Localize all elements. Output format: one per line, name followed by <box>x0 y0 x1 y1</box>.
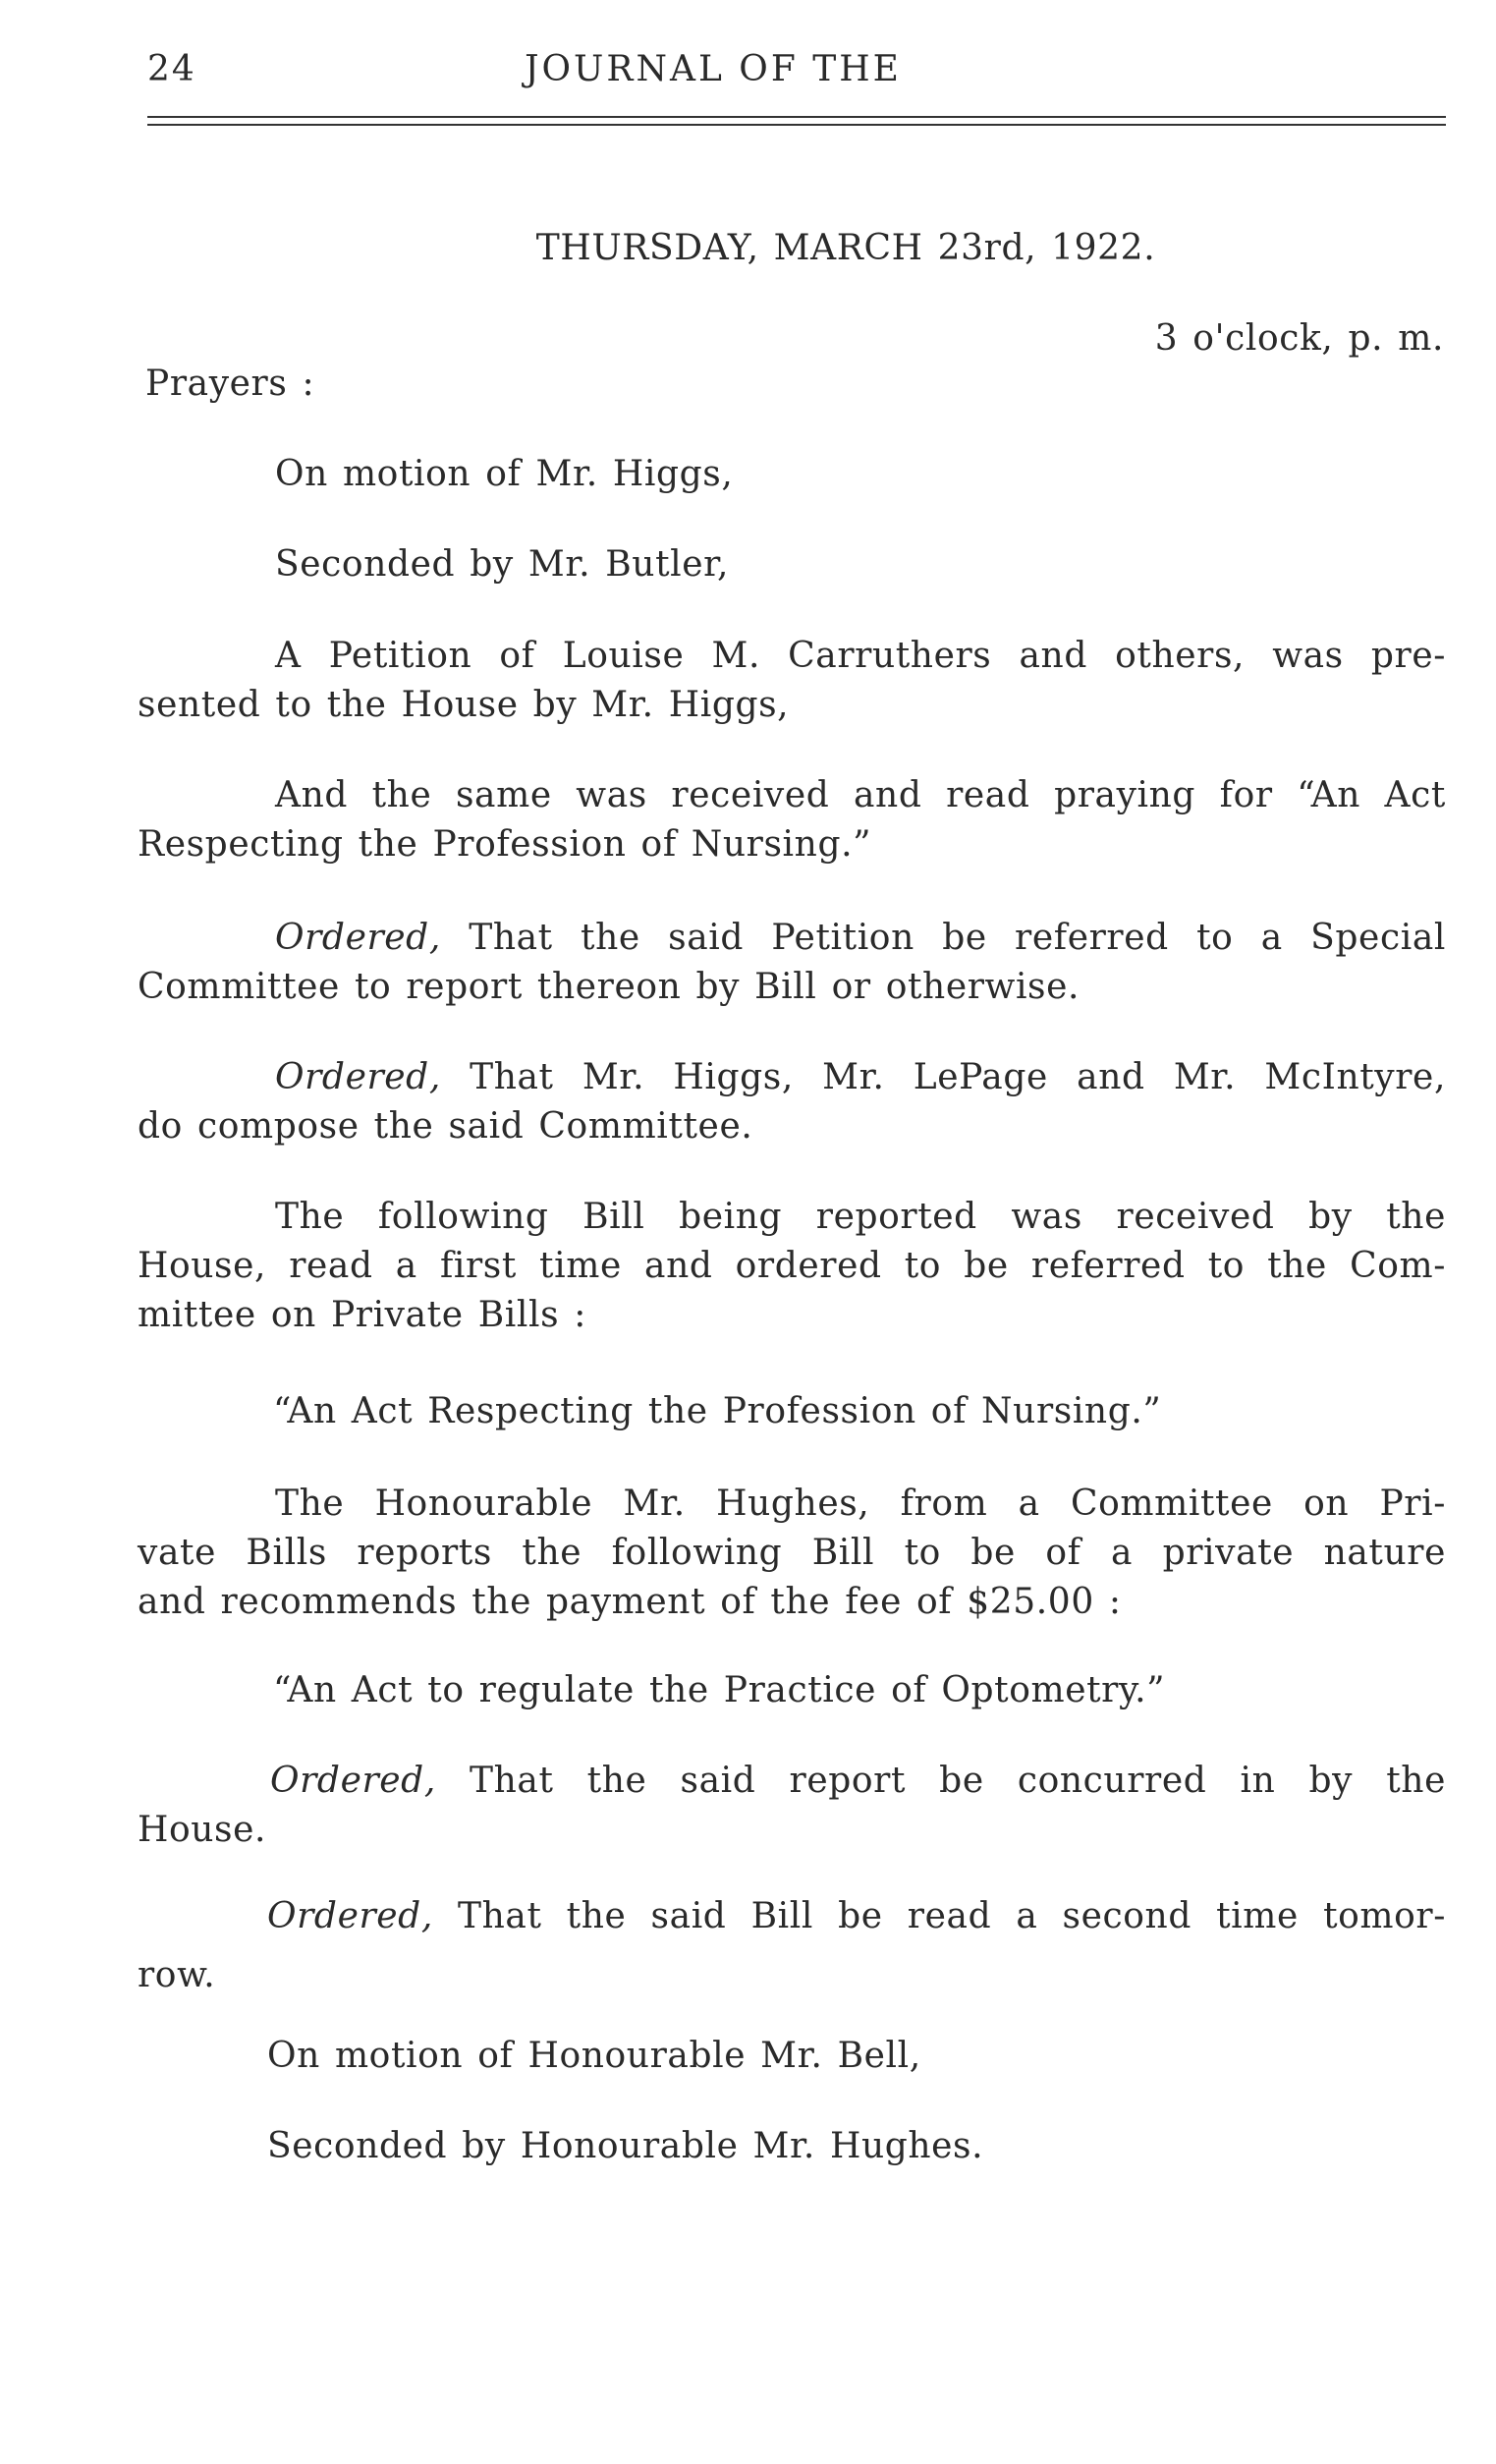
committee-report-line-1: The Honourable Mr. Hughes, from a Committee on Pri- <box>275 1484 1446 1524</box>
ordered-1-line-1 <box>138 914 1446 963</box>
petition-line-1: A Petition of Louise M. Carruthers and others, was pre- <box>275 636 1446 676</box>
act-nursing-title <box>273 1387 1496 1436</box>
ordered-3-label: Ordered, <box>270 1761 436 1801</box>
received-line-1: And the same was received and read praying for “An Act <box>275 775 1446 815</box>
date-heading-text: THURSDAY, MARCH 23rd, 1922. <box>535 228 1156 268</box>
act-nursing-text: “An Act Respecting the Profession of Nursing.” <box>273 1391 1162 1431</box>
motion-line <box>275 450 1496 499</box>
ordered-1-line-2: Committee to report thereon by Bill or otherwise. <box>138 967 1080 1007</box>
motion-text: On motion of Mr. Higgs, <box>275 454 734 494</box>
ordered-paragraph-4 <box>138 1892 1446 2000</box>
ordered-paragraph-3 <box>138 1757 1446 1855</box>
ordered-paragraph-2 <box>138 1053 1446 1151</box>
bill-reported-paragraph <box>138 1193 1446 1340</box>
ordered-2-line-2: do compose the said Committee. <box>138 1106 753 1147</box>
petition-paragraph <box>138 632 1446 730</box>
motion-bell-text: On motion of Honourable Mr. Bell, <box>267 2036 921 2076</box>
bill-reported-line-1: The following Bill being reported was received by the <box>275 1197 1446 1237</box>
seconded-line <box>275 540 1496 589</box>
prayers <box>145 360 1452 409</box>
ordered-paragraph-1 <box>138 914 1446 1012</box>
header-rule-top <box>147 116 1446 118</box>
ordered-3-line-2: House. <box>138 1810 267 1850</box>
ordered-4-text: That the said Bill be read a second time tomor- <box>458 1896 1446 1936</box>
running-head <box>147 49 1446 89</box>
ordered-4-label: Ordered, <box>267 1896 433 1936</box>
committee-report-paragraph <box>138 1480 1446 1627</box>
act-optometry-text: “An Act to regulate the Practice of Optometry.” <box>273 1670 1166 1710</box>
received-paragraph <box>138 771 1446 869</box>
petition-line-2: sented to the House by Mr. Higgs, <box>138 685 790 725</box>
ordered-1-text: That the said Petition be referred to a Special <box>469 918 1446 958</box>
running-head-text: JOURNAL OF THE <box>525 49 902 89</box>
ordered-1-label: Ordered, <box>275 918 441 958</box>
ordered-2-text: That Mr. Higgs, Mr. LePage and Mr. McIntyre, <box>470 1057 1446 1097</box>
ordered-4-line-2: row. <box>138 1955 216 1995</box>
committee-report-line-2: vate Bills reports the following Bill to be of a private nature <box>138 1533 1446 1573</box>
bill-reported-line-2: House, read a first time and ordered to be referred to the Com- <box>138 1246 1446 1286</box>
seconded-hughes-text: Seconded by Honourable Mr. Hughes. <box>267 2126 984 2166</box>
received-line-2: Respecting the Profession of Nursing.” <box>138 824 872 865</box>
ordered-3-line-1 <box>138 1757 1446 1806</box>
committee-report-line-3: and recommends the payment of the fee of $25.00 : <box>138 1582 1122 1622</box>
date-heading <box>147 224 1446 273</box>
seconded-hughes-line <box>267 2122 1496 2171</box>
prayers-text: Prayers : <box>145 364 315 404</box>
ordered-2-label: Ordered, <box>275 1057 441 1097</box>
sitting-time-text: 3 o'clock, p. m. <box>1154 318 1444 359</box>
ordered-2-line-1 <box>138 1053 1446 1102</box>
bill-reported-line-3: mittee on Private Bills : <box>138 1295 586 1335</box>
sitting-time <box>147 314 1444 364</box>
ordered-3-text: That the said report be concurred in by the <box>470 1761 1446 1801</box>
act-optometry-title <box>273 1666 1496 1715</box>
header-rule-bottom <box>147 124 1446 126</box>
page-header <box>147 49 1446 108</box>
page-number: 24 <box>147 49 196 89</box>
ordered-4-line-1 <box>138 1892 1446 1941</box>
seconded-text: Seconded by Mr. Butler, <box>275 544 730 585</box>
motion-bell-line <box>267 2032 1496 2081</box>
